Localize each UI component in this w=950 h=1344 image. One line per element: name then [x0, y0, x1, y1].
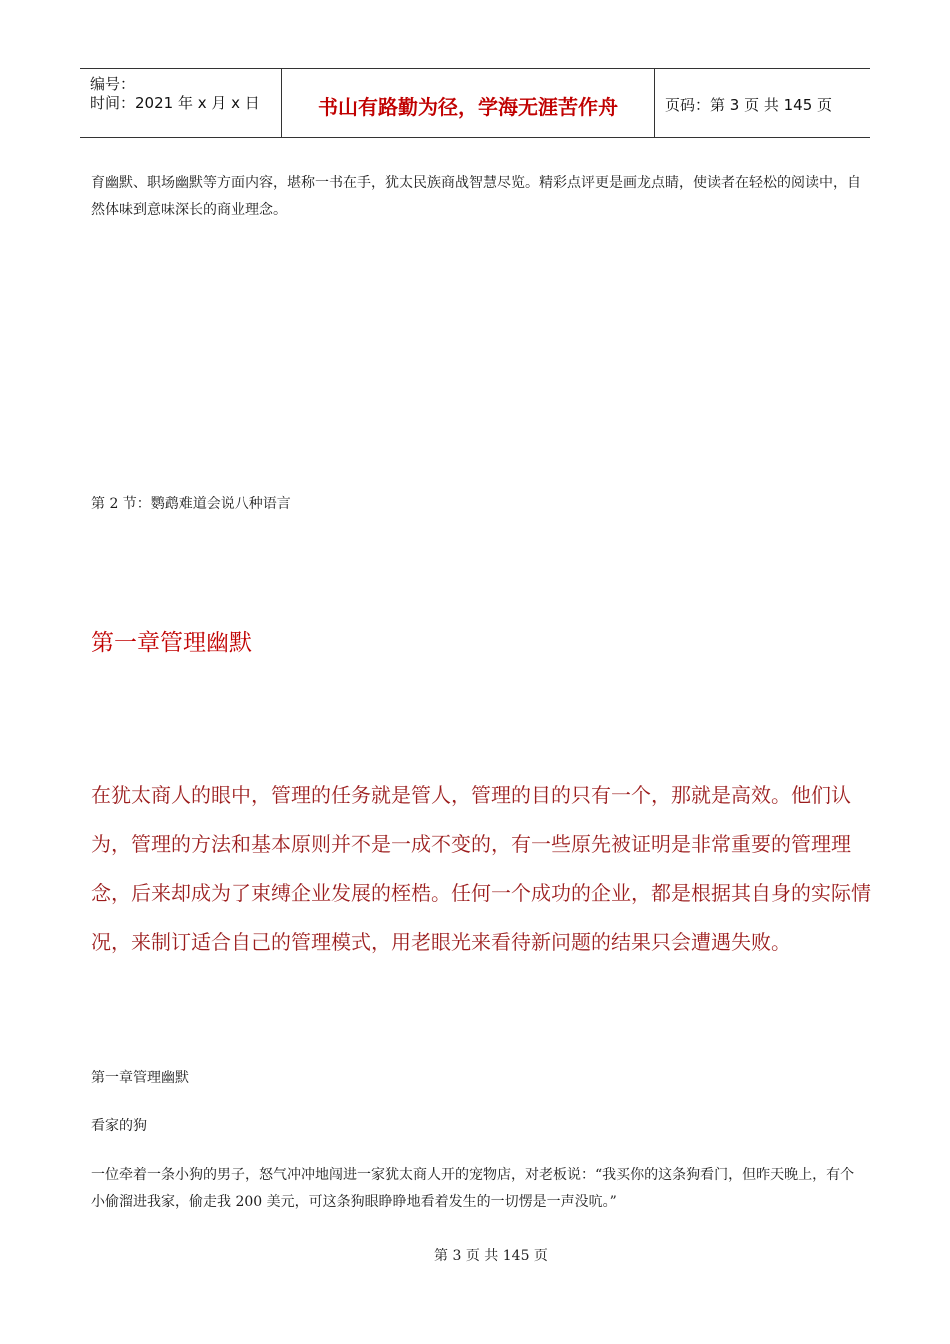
page-header	[80, 68, 870, 138]
story-paragraph: 一位牵着一条小狗的男子，怒气冲冲地闯进一家犹太商人开的宠物店，对老板说：“我买你的这条狗看门，但昨天晚上，有个小偷溜进我家，偷走我 200 美元，可这条狗眼睁睁地看着发生的一切愣是一声没吭。”	[91, 1167, 855, 1210]
section-heading: 第 2 节：鹦鹉难道会说八种语言	[91, 496, 291, 512]
header-page-cell	[655, 69, 870, 137]
story-title: 看家的狗	[91, 1118, 147, 1134]
document-number-label: 编号：	[90, 75, 136, 93]
chapter-subheading: 第一章管理幽默	[91, 1070, 189, 1086]
chapter-summary-paragraph: 在犹太商人的眼中，管理的任务就是管人，管理的目的只有一个，那就是高效。他们认为，管理的方法和基本原则并不是一成不变的，有一些原先被证明是非常重要的管理理念，后来却成为了束缚企业发展的桎梏。任何一个成功的企业，都是根据其自身的实际情况，来制订适合自己的管理模式，用老眼光来看待新问题的结果只会遭遇失败。	[91, 783, 871, 954]
chapter-title: 第一章管理幽默	[91, 630, 252, 656]
header-motto-cell	[282, 69, 655, 137]
footer-page-number: 第 3 页 共 145 页	[434, 1248, 548, 1264]
intro-paragraph: 育幽默、职场幽默等方面内容，堪称一书在手，犹太民族商战智慧尽览。精彩点评更是画龙点睛，使读者在轻松的阅读中，自然体味到意味深长的商业理念。	[91, 175, 861, 218]
document-date-label: 时间：2021 年 x 月 x 日	[90, 94, 260, 112]
header-info-cell	[80, 69, 282, 137]
page-footer	[0, 1245, 950, 1265]
header-motto: 书山有路勤为径，学海无涯苦作舟	[318, 95, 618, 119]
header-page-number: 页码：第 3 页 共 145 页	[665, 96, 833, 114]
